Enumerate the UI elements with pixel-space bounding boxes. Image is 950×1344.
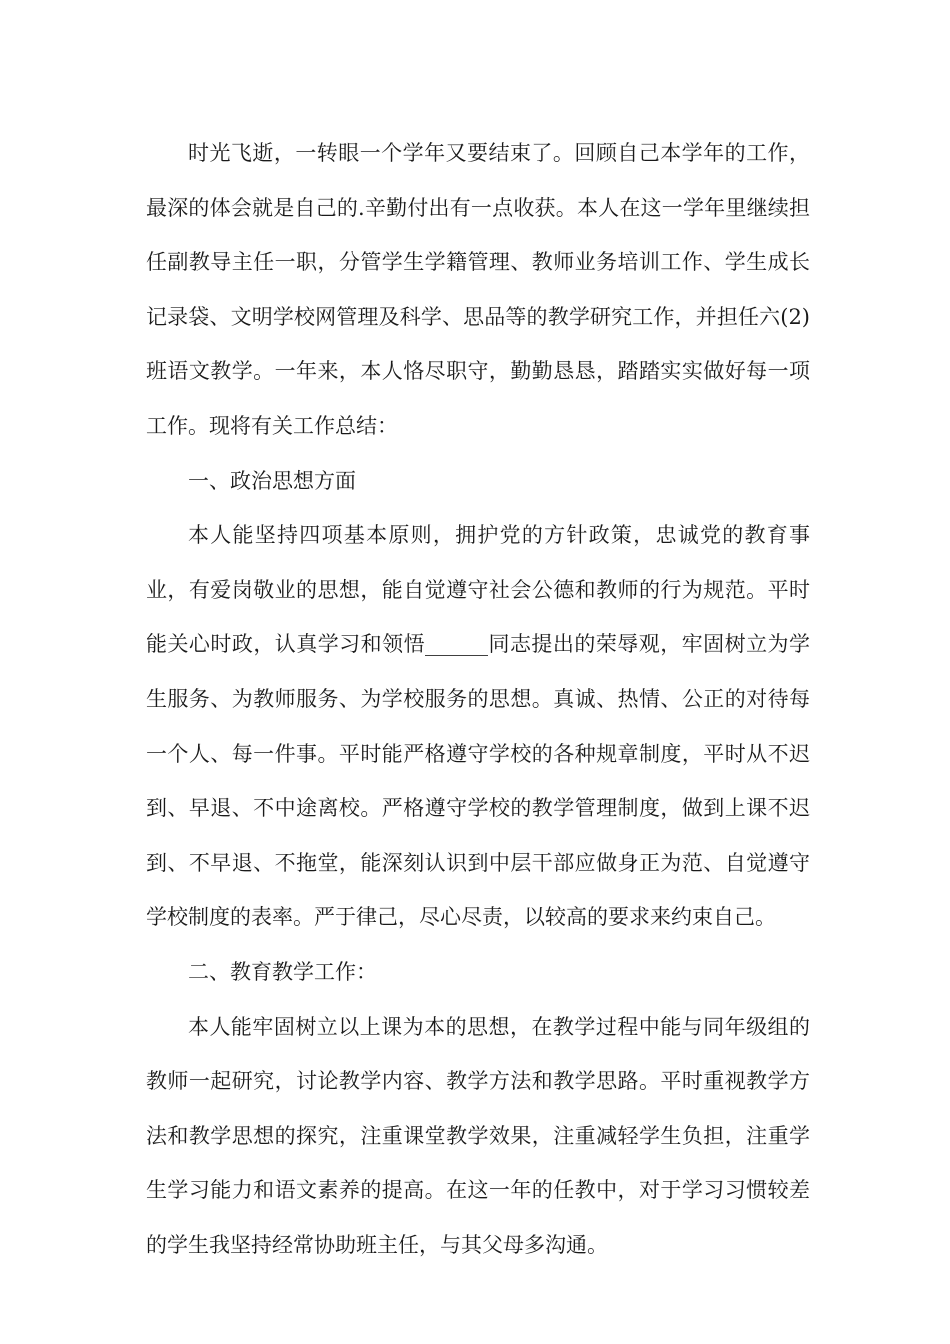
- teaching-paragraph: 本人能牢固树立以上课为本的思想，在教学过程中能与同年级组的教师一起研究，讨论教学内容、教学方法和教学思路。平时重视教学方法和教学思想的探究，注重课堂教学效果，注重减轻学生负担，注重学生学习能力和语文素养的提高。在这一年的任教中，对于学习习惯较差的学生我坚持经常协助班主任，与其父母多沟通。: [146, 1014, 810, 1257]
- political-paragraph: 本人能坚持四项基本原则，拥护党的方针政策，忠诚党的教育事业，有爱岗敬业的思想，能自觉遵守社会公德和教师的行为规范。平时能关心时政，认真学习和领悟______同志提出的荣辱观，牢固树立为学生服务、为教师服务、为学校服务的思想。真诚、热情、公正的对待每一个人、每一件事。平时能严格遵守学校的各种规章制度，平时从不迟到、早退、不中途离校。严格遵守学校的教学管理制度，做到上课不迟到、不早退、不拖堂，能深刻认识到中层干部应做身正为范、自觉遵守学校制度的表率。严于律己，尽心尽责，以较高的要求来约束自己。: [146, 523, 810, 930]
- section-heading-teaching: 二、教育教学工作：: [188, 959, 377, 984]
- intro-paragraph: 时光飞逝，一转眼一个学年又要结束了。回顾自己本学年的工作，最深的体会就是自己的.辛勤付出有一点收获。本人在这一学年里继续担任副教导主任一职，分管学生学籍管理、教师业务培训工作、学生成长记录袋、文明学校网管理及科学、思品等的教学研究工作，并担任六(2)班语文教学。一年来，本人恪尽职守，勤勤恳恳，踏踏实实做好每一项工作。现将有关工作总结：: [146, 141, 810, 438]
- section-heading-political: 一、政治思想方面: [188, 468, 356, 493]
- document-body: [146, 126, 810, 1272]
